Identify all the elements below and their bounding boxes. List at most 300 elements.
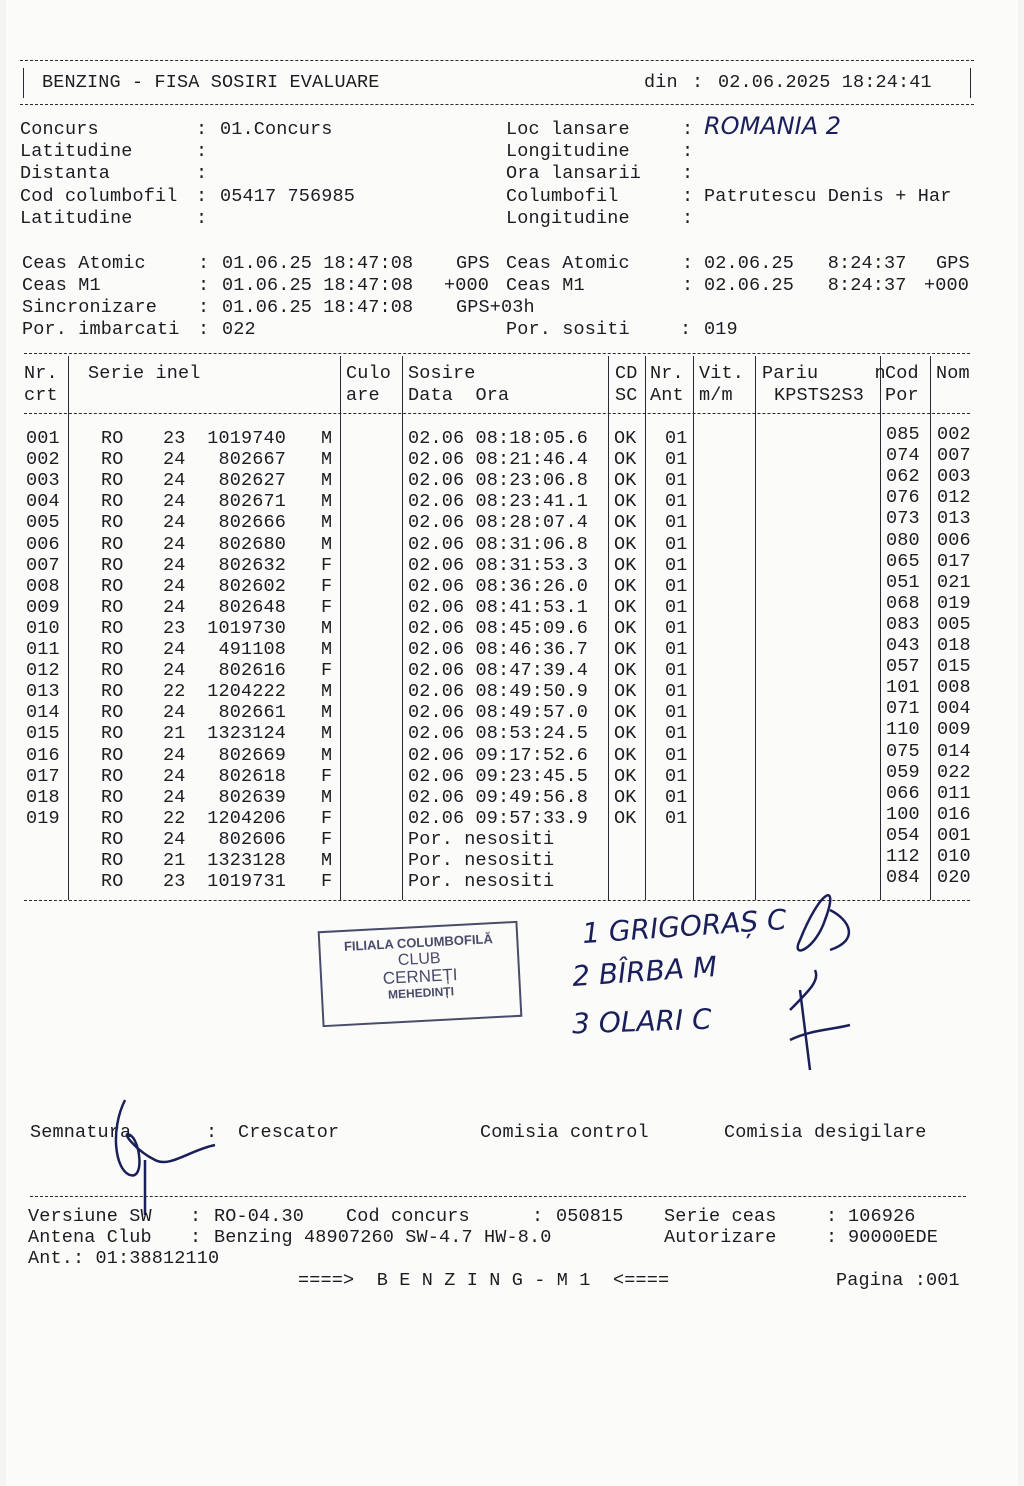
cell-an: 24 [163,660,186,682]
cell-sex: F [321,765,333,787]
col-header-kpsts: KPSTS2S3 [774,385,865,406]
cell-ant: 01 [665,554,688,576]
versiune-value: RO-04.30 [214,1206,305,1227]
cell-an: 24 [163,449,186,471]
cell-an: 22 [163,807,186,829]
stamp-line-4: MEHEDINȚI [387,984,455,1002]
col-header-cod: Cod [885,363,919,384]
cell-cod: 075 [886,740,920,762]
cell-cod: 054 [886,824,920,846]
antena-label: Antena Club [28,1227,152,1248]
cell-tara: RO [101,744,124,766]
ceas-m1-left-label: Ceas M1 [22,275,101,296]
cell-sosire: 02.06 08:21:46.4 [408,449,589,471]
cell-tara: RO [101,639,124,660]
cell-ant: 01 [665,681,688,703]
cell-nr: 006 [26,533,60,555]
col-header-nr: Nr. [24,363,58,384]
cell-tara: RO [101,723,124,745]
autorizare-label: Autorizare [664,1227,777,1248]
cell-sosire: 02.06 08:53:24.5 [408,723,589,745]
cell-tara: RO [101,850,124,871]
cell-cod: 083 [886,613,920,635]
cell-sex: F [321,575,333,597]
col-sep [755,356,756,900]
report-title: BENZING - FISA SOSIRI EVALUARE [42,72,380,93]
cell-ant: 01 [665,639,688,660]
cell-cod: 101 [886,677,920,699]
cell-nom: 013 [937,508,971,530]
cell-nom: 004 [937,698,971,720]
cell-inel: 802671 [218,491,286,513]
cell-sosire: 02.06 08:36:26.0 [408,575,589,597]
cell-inel: 1323124 [207,723,286,745]
cell-inel: 1019730 [207,617,286,639]
cell-nom: 002 [937,424,971,445]
cell-tara: RO [101,660,124,682]
cell-sosire: 02.06 08:31:53.3 [408,554,589,576]
cell-nom: 005 [937,613,971,635]
cell-inel: 802680 [218,533,286,555]
cell-an: 24 [163,744,186,766]
cell-ant: 01 [665,765,688,787]
banner: ====> B E N Z I N G - M 1 <==== [298,1270,670,1291]
cell-ant: 01 [665,449,688,471]
cell-an: 24 [163,470,186,492]
col-header-cd: CD [615,363,638,384]
cell-cd: OK [614,681,637,703]
latitudine2-label: Latitudine [20,208,133,229]
cell-sex: M [321,491,333,513]
cell-nom: 021 [937,571,971,593]
cell-tara: RO [101,765,124,787]
sep: : [682,163,694,184]
cell-cd: OK [614,639,637,660]
versiune-label: Versiune SW [28,1206,152,1227]
cell-an: 24 [163,639,186,660]
sep: : [682,275,694,296]
cell-cod: 100 [886,803,920,825]
cell-nom: 008 [937,677,971,699]
cell-ant: 01 [665,596,688,618]
cell-sosire: Por. nesositi [408,828,555,850]
cell-an: 24 [163,575,186,597]
cell-an: 24 [163,533,186,555]
cell-cod: 110 [886,719,920,741]
sep: : [826,1227,838,1248]
cell-inel: 491108 [218,639,286,660]
cell-cod: 066 [886,782,920,804]
cell-sex: F [321,807,333,829]
serie-ceas-value: 106926 [848,1206,916,1227]
cell-inel: 802602 [218,575,286,597]
cell-cod: 065 [886,550,920,572]
cell-nom: 001 [937,824,971,846]
ora-lansarii-label: Ora lansarii [506,163,642,184]
sep: : [198,253,210,274]
cell-sex: M [321,639,333,660]
cell-cod: 080 [886,529,920,551]
cell-ant: 01 [665,786,688,808]
footer-rule [30,1196,966,1197]
cell-inel: 802669 [218,744,286,766]
col-sep [645,356,646,900]
report-date-label: din [644,72,678,93]
cell-tara: RO [101,828,124,850]
cell-tara: RO [101,470,124,492]
cell-inel: 802648 [218,596,286,618]
cell-nr: 010 [26,617,60,639]
antena-value: Benzing 48907260 SW-4.7 HW-8.0 [214,1227,552,1248]
sep: : [198,297,210,318]
cell-sex: M [321,533,333,555]
cell-nr: 015 [26,723,60,745]
cell-nom: 012 [937,487,971,509]
cell-cd: OK [614,512,637,534]
cell-an: 24 [163,554,186,576]
cell-nom: 019 [937,592,971,614]
cell-an: 24 [163,596,186,618]
comisia-control-label: Comisia control [480,1122,649,1143]
loc-lansare-handwritten: ROMANIA 2 [704,112,842,140]
cell-tara: RO [101,786,124,808]
ceas-m1-right-label: Ceas M1 [506,275,585,296]
cell-an: 21 [163,850,186,871]
cell-cod: 057 [886,656,920,678]
col-header-nr2: Nr. [650,363,684,384]
stamp-line-3: CERNEȚI [382,965,458,988]
cell-nr: 005 [26,512,60,534]
crescator-label: Crescator [238,1122,340,1143]
autorizare-value: 90000EDE [848,1227,939,1248]
col-sep [930,356,931,900]
col-header-data-ora: Data Ora [408,385,510,406]
concurs-label: Concurs [20,119,99,140]
cell-sex: M [321,850,333,871]
cell-nom: 003 [937,466,971,488]
header-top-rule [20,60,974,61]
club-stamp [318,921,523,1027]
sep: : [682,186,694,207]
col-sep [68,356,69,900]
cell-nr: 009 [26,596,60,618]
cell-nom: 017 [937,550,971,572]
sep: : [196,163,208,184]
cell-inel: 1204206 [207,807,286,829]
col-header-sc: SC [615,385,638,406]
signature-drawing-icon [770,880,880,1080]
sep: : [190,1206,202,1227]
cell-sex: M [321,702,333,724]
cell-inel: 802639 [218,786,286,808]
sep: : [682,119,694,140]
cell-nr: 007 [26,554,60,576]
cell-nom: 016 [937,803,971,825]
cell-cd: OK [614,449,637,471]
cell-nr: 001 [26,428,60,449]
cell-ant: 01 [665,660,688,682]
cell-cd: OK [614,702,637,724]
cell-ant: 01 [665,512,688,534]
col-sep [608,356,609,900]
sep: : [190,1227,202,1248]
cell-nr: 017 [26,765,60,787]
cell-nom: 022 [937,761,971,783]
cell-cd: OK [614,470,637,492]
cell-tara: RO [101,575,124,597]
cell-inel: 1323128 [207,850,286,871]
cell-sex: F [321,596,333,618]
cell-inel: 802627 [218,470,286,492]
cell-cd: OK [614,554,637,576]
cell-sex: F [321,554,333,576]
cell-sex: M [321,470,333,492]
cell-sosire: 02.06 08:45:09.6 [408,617,589,639]
cell-inel: 1019740 [207,428,286,449]
cell-ant: 01 [665,702,688,724]
report-date: 02.06.2025 18:24:41 [718,72,932,93]
cell-sex: M [321,617,333,639]
col-sep [880,356,881,900]
cell-nom: 006 [937,529,971,551]
sep: : [196,208,208,229]
semnatura-label: Semnatura [30,1122,132,1143]
ceas-m1-right-suffix: +000 [924,275,970,296]
cell-nr: 018 [26,786,60,808]
cell-cod: 084 [886,867,920,889]
cell-cod: 085 [886,424,920,445]
por-sositi-label: Por. sositi [506,319,630,340]
cell-sosire: 02.06 08:46:36.7 [408,639,589,660]
longitudine-label: Longitudine [506,141,630,162]
cell-sex: F [321,871,333,893]
cell-an: 23 [163,428,186,449]
header-right-border [970,68,971,98]
cod-columbofil-value: 05417 756985 [220,186,356,207]
cell-sosire: 02.06 08:49:50.9 [408,681,589,703]
handwritten-note-2: 2 BÎRBA M [571,949,719,994]
cell-cod: 074 [886,445,920,467]
cell-an: 24 [163,491,186,513]
cell-sex: M [321,428,333,449]
header-bottom-rule [20,104,974,105]
cell-cod: 071 [886,698,920,720]
cell-ant: 01 [665,470,688,492]
cell-nr: 008 [26,575,60,597]
por-sositi-value: 019 [704,319,738,340]
cell-cd: OK [614,807,637,829]
cell-cod: 062 [886,466,920,488]
cell-sex: F [321,828,333,850]
crescator-signature-icon [100,1090,230,1220]
sep: : [682,208,694,229]
cell-tara: RO [101,807,124,829]
sep: : [682,253,694,274]
sep: : [682,141,694,162]
col-header-serie: Serie inel [88,363,201,384]
cell-cd: OK [614,428,637,449]
cell-tara: RO [101,449,124,471]
cell-inel: 802618 [218,765,286,787]
ceas-atomic-right-suffix: GPS [936,253,970,274]
cell-cod: 112 [886,846,920,867]
cell-nr: 019 [26,807,60,829]
cell-cd: OK [614,491,637,513]
cell-nr: 016 [26,744,60,766]
cell-cod: 073 [886,508,920,530]
ant-line: Ant.: 01:38812110 [28,1248,220,1269]
latitudine-label: Latitudine [20,141,133,162]
cell-inel: 1019731 [207,871,286,893]
cell-cd: OK [614,617,637,639]
sep: : [826,1206,838,1227]
cell-nr: 011 [26,639,60,660]
cell-cod: 076 [886,487,920,509]
sincronizare-suffix: GPS+03h [456,297,535,318]
sep: : [196,141,208,162]
cell-sosire: 02.06 08:41:53.1 [408,596,589,618]
cell-nom: 009 [937,719,971,741]
sep: : [198,275,210,296]
por-imbarcati-label: Por. imbarcati [22,319,180,340]
cell-an: 24 [163,765,186,787]
report-date-sep: : [692,72,704,93]
loc-lansare-label: Loc lansare [506,119,630,140]
ceas-atomic-left-label: Ceas Atomic [22,253,146,274]
por-imbarcati-value: 022 [222,319,256,340]
cell-nr: 014 [26,702,60,724]
ceas-atomic-left-value: 01.06.25 18:47:08 [222,253,414,274]
table-top-rule [24,353,970,354]
table-header-rule [24,413,970,414]
cell-an: 24 [163,828,186,850]
cell-sex: M [321,723,333,745]
cell-cd: OK [614,596,637,618]
cell-sex: M [321,786,333,808]
handwritten-note-1: 1 GRIGORAȘ C [581,902,788,951]
cell-cd: OK [614,723,637,745]
col-header-mm: m/m [699,385,733,406]
cell-sosire: 02.06 08:23:41.1 [408,491,589,513]
sep: : [532,1206,544,1227]
longitudine2-label: Longitudine [506,208,630,229]
cell-inel: 1204222 [207,681,286,703]
cell-an: 24 [163,702,186,724]
cell-tara: RO [101,871,124,893]
cell-tara: RO [101,533,124,555]
col-sep [402,356,403,900]
cell-sosire: Por. nesositi [408,850,555,871]
cell-tara: RO [101,428,124,449]
cell-cd: OK [614,660,637,682]
cell-inel: 802666 [218,512,286,534]
cell-nom: 011 [937,782,971,804]
cell-cod: 068 [886,592,920,614]
columbofil-label: Columbofil [506,186,619,207]
cell-cd: OK [614,575,637,597]
cell-sosire: 02.06 09:49:56.8 [408,786,589,808]
cell-sosire: 02.06 09:57:33.9 [408,807,589,829]
sincronizare-value: 01.06.25 18:47:08 [222,297,414,318]
ceas-atomic-left-suffix: GPS [456,253,490,274]
cell-an: 24 [163,786,186,808]
pagina: Pagina :001 [836,1270,960,1291]
cell-sosire: 02.06 08:47:39.4 [408,660,589,682]
cell-ant: 01 [665,575,688,597]
cell-inel: 802606 [218,828,286,850]
cell-tara: RO [101,491,124,513]
cell-inel: 802616 [218,660,286,682]
cell-cd: OK [614,765,637,787]
cell-tara: RO [101,702,124,724]
cell-ant: 01 [665,744,688,766]
cell-an: 23 [163,617,186,639]
serie-ceas-label: Serie ceas [664,1206,777,1227]
cell-ant: 01 [665,617,688,639]
stamp-line-2: CLUB [397,949,442,970]
cell-inel: 802661 [218,702,286,724]
cell-sosire: 02.06 08:28:07.4 [408,512,589,534]
cell-sosire: 02.06 09:23:45.5 [408,765,589,787]
cod-concurs-value: 050815 [556,1206,624,1227]
cell-ant: 01 [665,533,688,555]
cell-an: 24 [163,512,186,534]
columbofil-value: Patrutescu Denis + Har [704,186,952,207]
cell-sex: M [321,449,333,471]
cell-sosire: 02.06 08:31:06.8 [408,533,589,555]
col-header-sosire: Sosire [408,363,476,384]
col-sep [340,356,341,900]
handwritten-note-3: 3 OLARI C [571,1002,713,1041]
cell-sosire: 02.06 08:49:57.0 [408,702,589,724]
cell-nom: 018 [937,635,971,656]
cell-nr: 003 [26,470,60,492]
cell-inel: 802667 [218,449,286,471]
comisia-desigilare-label: Comisia desigilare [724,1122,927,1143]
cell-cd: OK [614,786,637,808]
col-header-ant: Ant [650,385,684,406]
cell-sex: M [321,744,333,766]
cell-ant: 01 [665,491,688,513]
col-header-pariu: Pariu n [762,363,886,384]
cell-ant: 01 [665,723,688,745]
cell-inel: 802632 [218,554,286,576]
sep: : [196,119,208,140]
cell-cd: OK [614,744,637,766]
cod-concurs-label: Cod concurs [346,1206,470,1227]
ceas-m1-left-value: 01.06.25 18:47:08 [222,275,414,296]
cell-sosire: 02.06 08:18:05.6 [408,428,589,449]
cell-sex: M [321,512,333,534]
col-header-are: are [346,385,380,406]
cell-nr: 012 [26,660,60,682]
concurs-value: 01.Concurs [220,119,333,140]
cell-tara: RO [101,554,124,576]
cell-an: 23 [163,871,186,893]
cell-nom: 014 [937,740,971,762]
col-header-crt: crt [24,385,58,406]
cell-sosire: 02.06 09:17:52.6 [408,744,589,766]
col-header-culo: Culo [346,363,392,384]
cell-sex: M [321,681,333,703]
col-header-por: Por [885,385,919,406]
col-header-nom: Nom [936,363,970,384]
cell-nom: 020 [937,867,971,889]
ceas-m1-right-value: 02.06.25 8:24:37 [704,275,907,296]
cell-tara: RO [101,512,124,534]
cell-cod: 051 [886,571,920,593]
ceas-m1-left-suffix: +000 [444,275,490,296]
